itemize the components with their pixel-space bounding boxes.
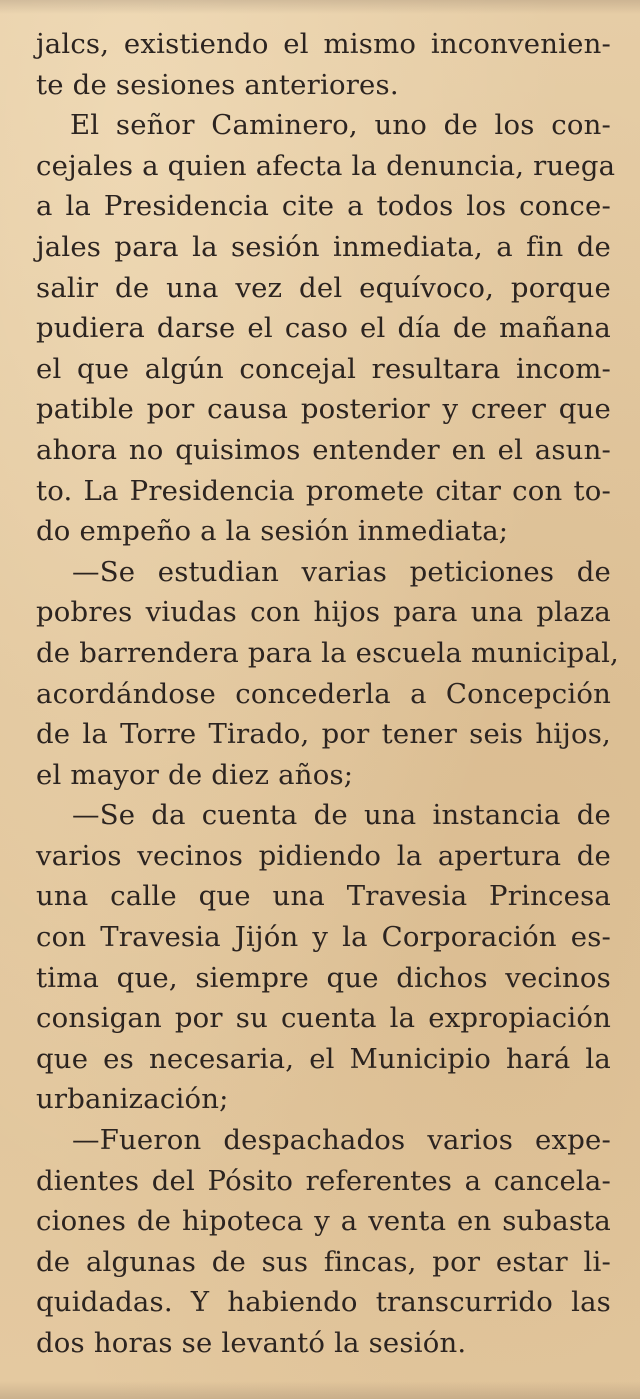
text-line: do empeño a la sesión inmediata; <box>36 515 509 548</box>
article-column <box>36 24 620 1364</box>
paragraph-instancia <box>36 795 611 1120</box>
text-line: dos horas se levantó la sesión. <box>36 1327 467 1359</box>
text-line: el que algún concejal resultara incom- <box>36 352 611 385</box>
text-line: —Se estudian varias peticiones de <box>72 555 611 588</box>
text-line: varios vecinos pidiendo la apertura de <box>36 839 611 872</box>
text-line: quidadas. Y habiendo transcurrido las <box>36 1286 611 1319</box>
text-line: ciones de hipoteca y a venta en subasta <box>36 1205 611 1238</box>
text-line: pudiera darse el caso el día de mañana <box>36 312 611 345</box>
text-line: con Travesia Jijón y la Corporación es- <box>36 921 611 954</box>
paragraph-viudas <box>36 552 620 796</box>
text-line: acordándose concederla a Concepción <box>36 677 611 710</box>
text-line: salir de una vez del equívoco, porque <box>36 271 611 304</box>
text-line: —Fueron despachados varios expe- <box>72 1124 611 1157</box>
paragraph-continuation <box>36 24 611 105</box>
text-line: pobres viudas con hijos para una plaza <box>36 596 611 629</box>
text-line: cejales a quien afecta la denuncia, ruega <box>36 149 616 182</box>
text-line: a la Presidencia cite a todos los conce- <box>36 190 611 223</box>
text-line: tima que, siempre que dichos vecinos <box>36 961 611 994</box>
text-line: ahora no quisimos entender en el asun- <box>36 433 611 466</box>
text-line: dientes del Pósito referentes a cancela- <box>36 1164 611 1197</box>
text-line: jales para la sesión inmediata, a fin de <box>36 230 611 263</box>
text-line: consigan por su cuenta la expropiación <box>36 1002 611 1035</box>
paragraph-caminero <box>36 105 616 552</box>
text-line: te de sesiones anteriores. <box>36 68 399 101</box>
text-line: que es necesaria, el Municipio hará la <box>36 1042 611 1075</box>
text-line: una calle que una Travesia Princesa <box>36 880 611 913</box>
text-line: de la Torre Tirado, por tener seis hijos, <box>36 718 611 751</box>
text-line: jalcs, existiendo el mismo inconvenien- <box>36 28 611 60</box>
text-line: urbanización; <box>36 1083 229 1116</box>
top-edge-bleed <box>0 0 640 14</box>
paragraph-posito <box>36 1120 611 1364</box>
text-line: patible por causa posterior y creer que <box>36 393 611 426</box>
text-line: to. La Presidencia promete citar con to- <box>36 474 611 507</box>
text-line: —Se da cuenta de una instancia de <box>72 799 611 832</box>
text-line: el mayor de diez años; <box>36 758 354 791</box>
text-line: El señor Caminero, uno de los con- <box>70 109 611 142</box>
text-line: de barrendera para la escuela municipal, <box>36 636 620 669</box>
text-line: de algunas de sus fincas, por estar li- <box>36 1245 611 1278</box>
bottom-edge-bleed <box>0 1381 640 1399</box>
